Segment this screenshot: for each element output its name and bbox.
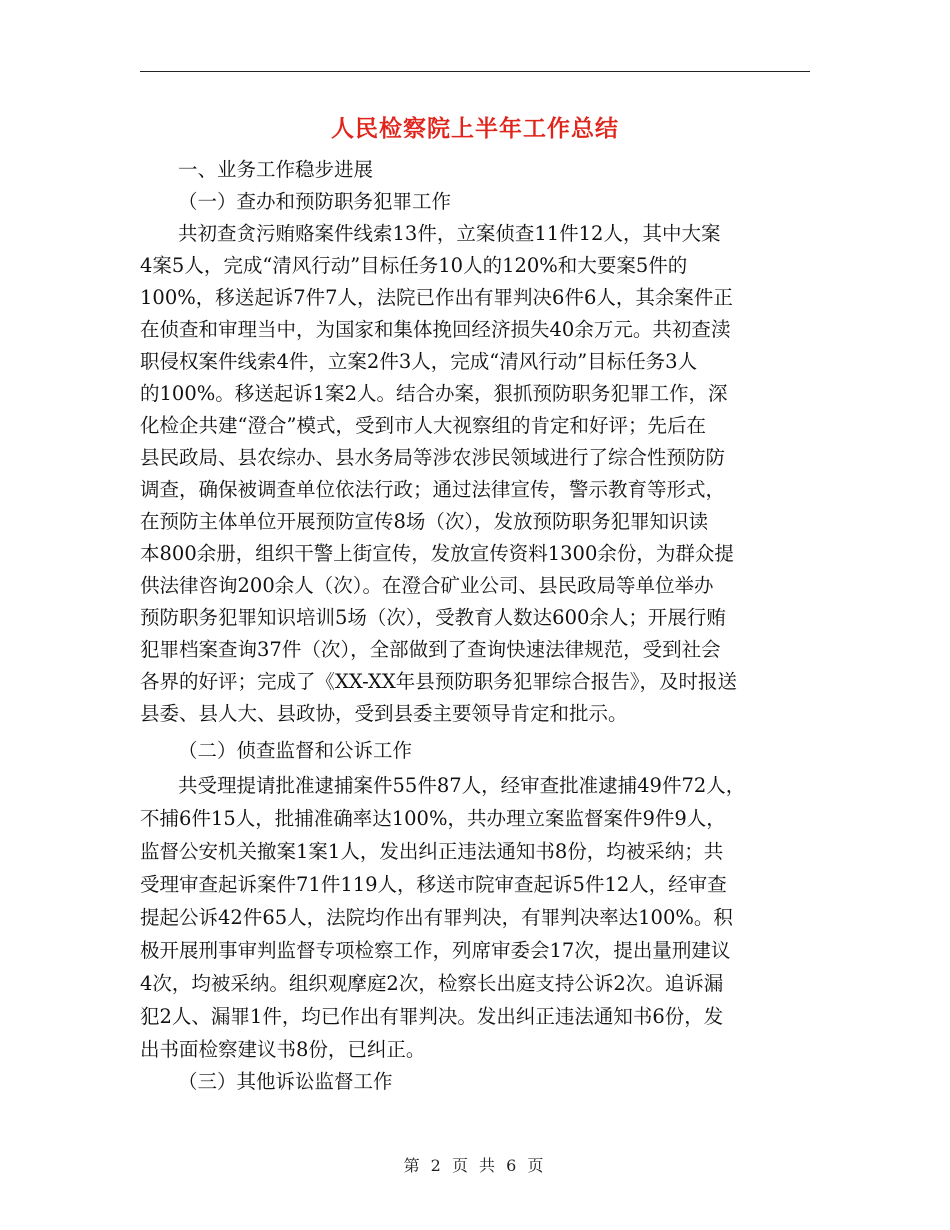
body-line: 4案5人，完成“清风行动”目标任务10人的120%和大要案5件的	[140, 254, 688, 277]
header-rule	[140, 71, 810, 72]
body-line: 在侦查和审理当中，为国家和集体挽回经济损失40余万元。共初查渎	[140, 318, 731, 341]
body-line: 各界的好评；完成了《XX-XX年县预防职务犯罪综合报告》，及时报送	[140, 670, 737, 693]
body-line: 共初查贪污贿赂案件线索13件，立案侦查11件12人，其中大案	[178, 222, 721, 245]
body-line: 预防职务犯罪知识培训5场（次），受教育人数达600余人；开展行贿	[140, 606, 726, 629]
body-line: 出书面检察建议书8份，已纠正。	[140, 1038, 426, 1061]
body-line: 调查，确保被调查单位依法行政；通过法律宣传，警示教育等形式，	[140, 478, 726, 501]
body-line: 极开展刑事审判监督专项检察工作，列席审委会17次，提出量刑建议	[140, 939, 731, 962]
body-line: 犯2人、漏罪1件，均已作出有罪判决。发出纠正违法通知书6份，发	[140, 1005, 724, 1028]
body-line: 不捕6件15人，批捕准确率达100%，共办理立案监督案件9件9人，	[140, 807, 726, 830]
body-line: 职侵权案件线索4件，立案2件3人，完成“清风行动”目标任务3人	[140, 350, 698, 373]
subsection-heading-3: （三）其他诉讼监督工作	[178, 1070, 393, 1093]
document-title: 人民检察院上半年工作总结	[331, 115, 619, 142]
body-line: 在预防主体单位开展预防宣传8场（次），发放预防职务犯罪知识读	[140, 510, 709, 533]
body-line: 化检企共建“澄合”模式，受到市人大视察组的肯定和好评；先后在	[140, 414, 706, 437]
body-line: 监督公安机关撤案1案1人，发出纠正违法通知书8份，均被采纳；共	[140, 840, 724, 863]
section-heading-1: 一、业务工作稳步进展	[178, 158, 374, 181]
body-line: 县民政局、县农综办、县水务局等涉农涉民领域进行了综合性预防防	[140, 446, 726, 469]
body-line: 的100%。移送起诉1案2人。结合办案，狠抓预防职务犯罪工作，深	[140, 382, 728, 405]
body-line: 共受理提请批准逮捕案件55件87人，经审查批准逮捕49件72人，	[178, 774, 746, 797]
subsection-heading-2: （二）侦查监督和公诉工作	[178, 739, 413, 762]
body-line: 供法律咨询200余人（次）。在澄合矿业公司、县民政局等单位举办	[140, 574, 714, 597]
body-line: 本800余册，组织干警上街宣传，发放宣传资料1300余份，为群众提	[140, 542, 734, 565]
body-line: 县委、县人大、县政协，受到县委主要领导肯定和批示。	[140, 702, 628, 725]
body-line: 100%，移送起诉7件7人，法院已作出有罪判决6件6人，其余案件正	[140, 286, 733, 309]
page-number-footer: 第 2 页 共 6 页	[403, 1156, 547, 1175]
body-line: 犯罪档案查询37件（次），全部做到了查询快速法律规范，受到社会	[140, 638, 721, 661]
body-line: 受理审查起诉案件71件119人，移送市院审查起诉5件12人，经审查	[140, 873, 727, 896]
body-line: 提起公诉42件65人，法院均作出有罪判决，有罪判决率达100%。积	[140, 906, 733, 929]
body-line: 4次，均被采纳。组织观摩庭2次，检察长出庭支持公诉2次。追诉漏	[140, 972, 724, 995]
subsection-heading-1: （一）查办和预防职务犯罪工作	[178, 190, 452, 213]
